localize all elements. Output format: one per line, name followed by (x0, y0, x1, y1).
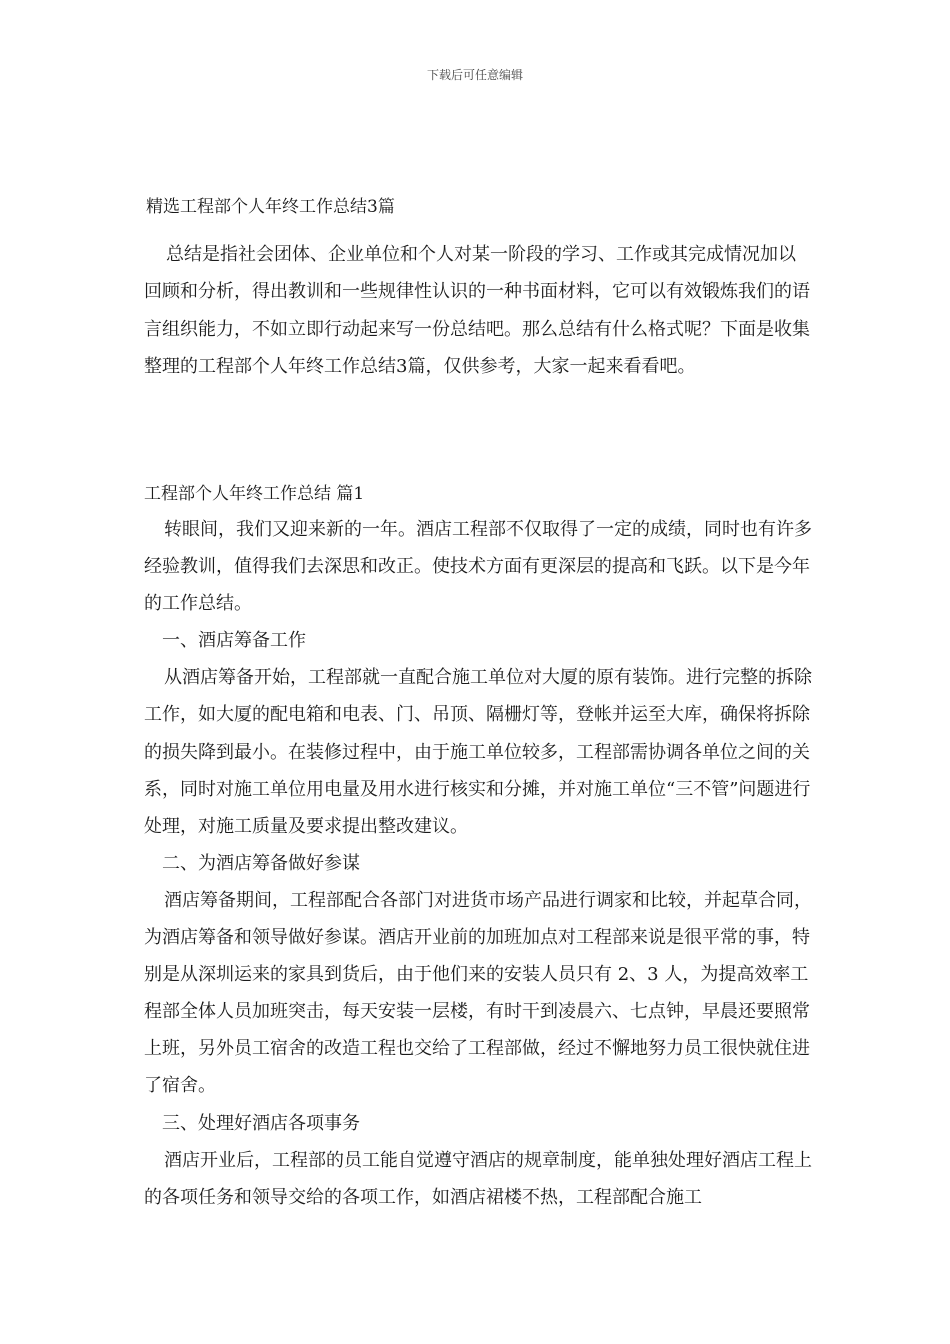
paragraph: 酒店筹备期间，工程部配合各部门对进货市场产品进行调家和比较，并起草合同，为酒店筹备和领导做好参谋。酒店开业前的加班加点对工程部来说是很平常的事，特别是从深圳运来的家具到货后，由于他们来的安装人员只有 2、3 人，为提高效率工程部全体人员加班突击，每天安装一层楼，有时干到凌晨六、七点钟，早晨还要照常上班，另外员工宿舍的改造工程也交给了工程部做，经过不懈地努力员工很快就住进了宿舍。 (144, 889, 812, 1097)
subheading: 三、处理好酒店各项事务 (162, 1112, 360, 1134)
section-title: 工程部个人年终工作总结 篇1 (144, 484, 365, 504)
paragraph: 从酒店筹备开始，工程部就一直配合施工单位对大厦的原有装饰。进行完整的拆除工作，如大厦的配电箱和电表、门、吊顶、隔栅灯等，登帐并运至大库，确保将拆除的损失降到最小。在装修过程中，由于施工单位较多，工程部需协调各单位之间的关系，同时对施工单位用电量及用水进行核实和分摊，并对施工单位“三不管”问题进行处理，对施工质量及要求提出整改建议。 (144, 667, 812, 837)
subheading: 一、酒店筹备工作 (162, 630, 306, 652)
document-title: 精选工程部个人年终工作总结3篇 (146, 197, 395, 217)
intro-paragraph: 总结是指社会团体、企业单位和个人对某一阶段的学习、工作或其完成情况加以回顾和分析，得出教训和一些规律性认识的一种书面材料，它可以有效锻炼我们的语言组织能力，不如立即行动起来写一份总结吧。那么总结有什么格式呢？下面是收集整理的工程部个人年终工作总结3篇，仅供参考，大家一起来看看吧。 (144, 244, 810, 378)
section-1 (144, 477, 816, 1216)
paragraph: 转眼间，我们又迎来新的一年。酒店工程部不仅取得了一定的成绩，同时也有许多经验教训，值得我们去深思和改正。使技术方面有更深层的提高和飞跃。以下是今年的工作总结。 (144, 519, 812, 615)
header-note: 下载后可任意编辑 (426, 68, 523, 82)
paragraph: 酒店开业后，工程部的员工能自觉遵守酒店的规章制度，能单独处理好酒店工程上的各项任务和领导交给的各项工作，如酒店裙楼不热，工程部配合施工 (144, 1149, 812, 1208)
subheading: 二、为酒店筹备做好参谋 (162, 852, 360, 874)
